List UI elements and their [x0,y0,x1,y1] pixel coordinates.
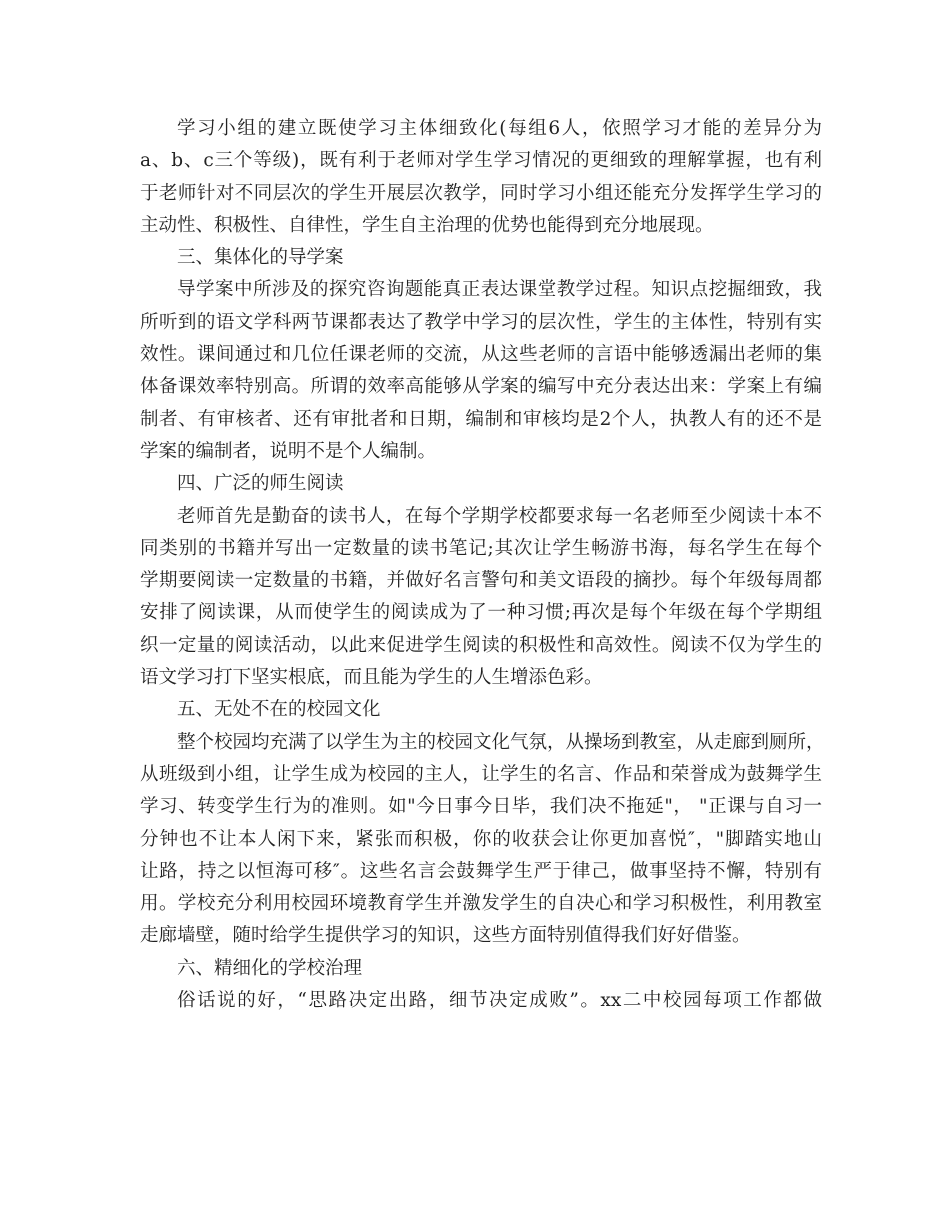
text-line: 用。学校充分利用校园环境教育学生并激发学生的自决心和学习积极性，利用教室 [140,893,822,915]
text-line: 整个校园均充满了以学生为主的校园文化气氛，从操场到教室，从走廊到厕所， [177,731,825,753]
text-line: 效性。课间通过和几位任课老师的交流，从这些老师的言语中能够透漏出老师的集 [140,344,822,366]
text-line: 老师首先是勤奋的读书人，在每个学期学校都要求每一名老师至少阅读十本不 [177,505,822,527]
text-line: 分钟也不让本人闲下来，紧张而积极，你的收获会让你更加喜悦″，"脚踏实地山 [140,828,822,850]
text-line: 安排了阅读课，从而使学生的阅读成为了一种习惯;再次是每个年级在每个学期组 [140,602,822,624]
text-line: 学案的编制者，说明不是个人编制。 [140,440,437,462]
text-line: 五、无处不在的校园文化 [177,699,381,721]
text-line: 三、集体化的导学案 [177,247,344,269]
text-line: 走廊墙壁，随时给学生提供学习的知识，这些方面特别值得我们好好借鉴。 [140,925,751,947]
text-line: 织一定量的阅读活动，以此来促进学生阅读的积极性和高效性。阅读不仅为学生的 [140,634,822,656]
document-page [140,113,825,1017]
text-line: 同类别的书籍并写出一定数量的读书笔记;其次让学生畅游书海，每名学生在每个 [140,537,822,559]
text-line: 从班级到小组，让学生成为校园的主人，让学生的名言、作品和荣誉成为鼓舞学生 [140,763,822,785]
text-line: 制者、有审核者、还有审批者和日期，编制和审核均是2个人，执教人有的还不是 [140,408,822,430]
text-line: 学习、转变学生行为的准则。如"今日事今日毕，我们决不拖延"， "正课与自习一 [140,796,822,818]
text-line: 主动性、积极性、自律性，学生自主治理的优势也能得到充分地展现。 [140,214,714,236]
text-line: 体备课效率特别高。所谓的效率高能够从学案的编写中充分表达出来：学案上有编 [140,376,822,398]
text-line: 四、广泛的师生阅读 [177,473,344,495]
text-line: 所听到的语文学科两节课都表达了教学中学习的层次性，学生的主体性，特别有实 [140,311,822,333]
text-line: 于老师针对不同层次的学生开展层次教学，同时学习小组还能充分发挥学生学习的 [140,182,822,204]
text-line: 导学案中所涉及的探究咨询题能真正表达课堂教学过程。知识点挖掘细致，我 [177,279,822,301]
text-line: 让路，持之以恒海可移″。这些名言会鼓舞学生严于律己，做事坚持不懈，特别有 [140,860,822,882]
text-line: 学习小组的建立既使学习主体细致化(每组6人，依照学习才能的差异分为 [177,118,822,139]
text-line: 学期要阅读一定数量的书籍，并做好名言警句和美文语段的摘抄。每个年级每周都 [140,570,822,592]
text-line: 俗话说的好，“思路决定出路，细节决定成败”。xx二中校园每项工作都做 [177,990,822,1012]
text-line: 语文学习打下坚实根底，而且能为学生的人生增添色彩。 [140,667,603,689]
text-line: 六、精细化的学校治理 [177,957,363,979]
text-line: a、b、c三个等级)，既有利于老师对学生学习情况的更细致的理解掌握，也有利 [140,150,822,172]
